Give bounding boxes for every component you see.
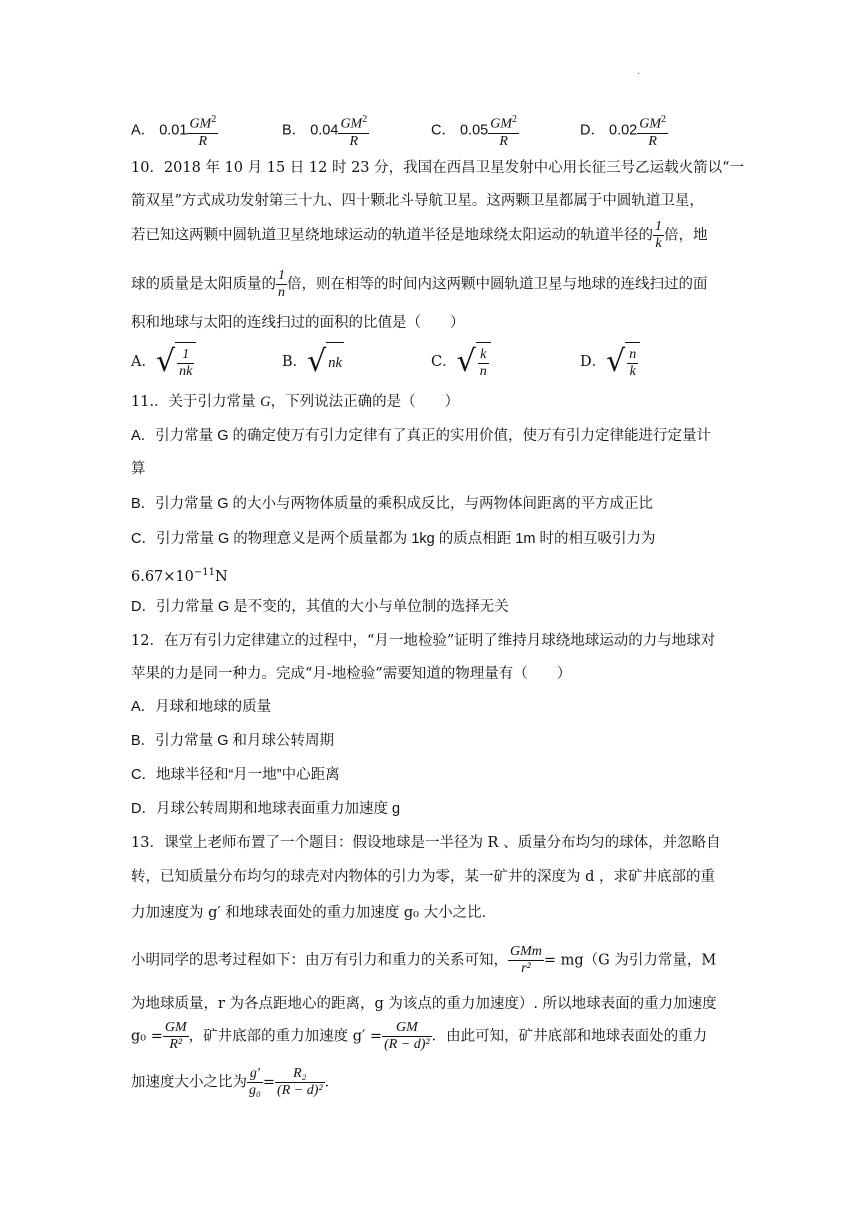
frac-numerator: GMm [510,944,542,959]
frac-numerator: 1 [177,347,194,364]
frac-numerator: n [629,347,637,362]
frac-numerator: GM [639,116,662,132]
equals-sign: = [262,1074,276,1091]
q9-option-b [282,112,369,150]
q11-stem [131,391,731,413]
option-label: B． [282,354,308,370]
sqrt-expression: √ $\frac{n}{k}$ [606,342,640,382]
frac-numerator: k [478,347,489,364]
frac-numerator: 1 [278,268,285,283]
frac-numerator: GM [340,116,363,132]
q11-option-c-line-1: C．引力常量 G 的物理意义是两个质量都为 1kg 的质点相距 1m 时的相互吸引力为 [131,531,656,547]
exponent: −11 [193,567,215,578]
q11-option-d: D．引力常量 G 是不变的，其值的大小与单位制的选择无关 [131,599,509,615]
frac-denominator: k [629,364,636,379]
exponent: 2 [661,114,667,125]
option-coefficient: 0.02 [609,122,638,139]
frac-denominator: (R − d)² [384,1037,430,1052]
q13-line-7 [131,1066,731,1099]
option-label: C． [431,354,457,370]
frac-numerator: 1 [655,219,662,234]
q12-option-b: B．引力常量 G 和月球公转周期 [131,733,335,749]
sqrt-expression: √ $\frac{k}{n}$ [457,342,491,382]
frac-denominator: (R − d)² [277,1083,323,1098]
text: ，矿井底部的重力加速度 g′ = [188,1028,383,1045]
frac-numerator: GM [189,116,212,132]
frac-denominator: R [499,133,508,149]
text: 若已知这两颗中圆轨道卫星绕地球运动的轨道半径是地球绕太阳运动的轨道半径的 [131,227,653,244]
frac-denominator: k [655,236,662,251]
frac-denominator: R [648,133,657,149]
radicand: nk [328,355,342,371]
frac-denominator: n [278,285,285,300]
unit: N [215,568,228,585]
q10-option-c [431,342,491,382]
text: 11.．关于引力常量 [131,394,261,410]
text: 倍，则在相等的时间内这两颗中圆轨道卫星与地球的连线扫过的面 [287,276,708,293]
q9-option-a [131,112,218,150]
frac-denominator: nk [179,364,193,379]
q12-option-a: A．月球和地球的质量 [131,699,272,715]
option-label: C． [431,122,456,139]
value: 6.67×10 [131,568,194,585]
frac-numerator: GM [490,116,513,132]
option-coefficient: 0.04 [310,122,339,139]
frac-denominator: g₀ [249,1083,261,1098]
q10-line-2: 箭双星”方式成功发射第三十九、四十颗北斗导航卫星。这两颗卫星都属于中圆轨道卫星， [131,193,704,209]
frac-denominator: r² [521,961,531,976]
q9-option-c [431,112,519,150]
text: ． [324,1074,340,1091]
text: ，下列说法正确的是（ ） [270,394,460,410]
frac-denominator: R² [169,1037,183,1052]
q10-line-4 [131,268,731,301]
text: g₀ = [131,1028,163,1045]
exponent: 2 [512,114,518,125]
q10-line-3 [131,219,731,252]
option-label: A． [131,354,156,370]
option-label: A． [131,122,156,139]
q11-option-a-line-2: 算 [131,461,146,477]
q10-option-a [131,342,196,382]
q12-option-c: C．地球半径和“月一地”中心距离 [131,767,340,783]
text: 倍，地 [664,227,708,244]
text: 小明同学的思考过程如下：由万有引力和重力的关系可知， [131,952,508,969]
sqrt-expression: √ $\frac{1}{nk}$ [156,342,196,382]
frac-denominator: n [479,364,487,379]
text: 球的质量是太阳质量的 [131,276,276,293]
frac-numerator: GM [382,1020,432,1037]
option-coefficient: 0.05 [460,122,489,139]
option-coefficient: 0.01 [159,122,188,139]
exponent: 2 [211,114,217,125]
option-label: D． [580,354,607,370]
q13-line-2: 转，已知质量分布均匀的球壳对内物体的引力为零，某一矿井的深度为 d ，求矿井底部的重 [131,869,715,885]
q12-line-2: 苹果的力是同一种力。完成“月-地检验”需要知道的物理量有（ ） [131,666,572,682]
option-label: D． [580,122,605,139]
sqrt-expression: √ nk [307,342,344,382]
q10-option-d [580,342,640,382]
q10-line-5: 积和地球与太阳的连线扫过的面积的比值是（ ） [131,315,465,331]
text: 加速度大小之比为 [131,1074,247,1091]
q11-option-b: B．引力常量 G 的大小与两物体质量的乘积成反比，与两物体间距离的平方成正比 [131,496,654,512]
q13-line-4 [131,944,731,977]
frac-numerator: R₂ [275,1066,325,1083]
frac-denominator: R [349,133,359,149]
q12-line-1: 12．在万有引力定律建立的过程中，“月一地检验”证明了维持月球绕地球运动的力与地球对 [131,633,716,649]
q10-line-1: 10．2018 年 10 月 15 日 12 时 23 分，我国在西昌卫星发射中心用长征三号乙运载火箭以“一 [131,160,745,176]
option-label: B． [282,122,307,139]
q11-option-c-line-2 [131,562,731,588]
q13-line-3: 力加速度为 g′ 和地球表面处的重力加速度 g₀ 大小之比． [131,905,497,921]
text: ．由此可知，矿井底部和地球表面处的重力 [431,1028,708,1045]
frac-numerator: GM [164,1020,187,1035]
q12-option-d: D．月球公转周期和地球表面重力加速度 g [131,801,401,817]
header-dot: . [637,66,641,77]
text: = mg（G 为引力常量，M [543,952,717,969]
q13-line-5: 为地球质量，r 为各点距地心的距离，g 为该点的重力加速度）. 所以地球表面的重力加速度 [131,996,717,1012]
q11-option-a-line-1: A．引力常量 G 的确定使万有引力定律有了真正的实用价值，使万有引力定律能进行定量计 [131,428,712,444]
q13-line-6 [131,1020,731,1053]
q13-line-1: 13．课堂上老师布置了一个题目：假设地球是一半径为 R 、质量分布均匀的球体，并忽略自 [131,835,721,851]
frac-denominator: R [198,133,208,149]
exponent: 2 [362,114,368,125]
frac-numerator: g′ [247,1066,263,1083]
q10-option-b [282,342,344,382]
q9-option-d [580,112,668,150]
symbol: G [260,394,271,410]
